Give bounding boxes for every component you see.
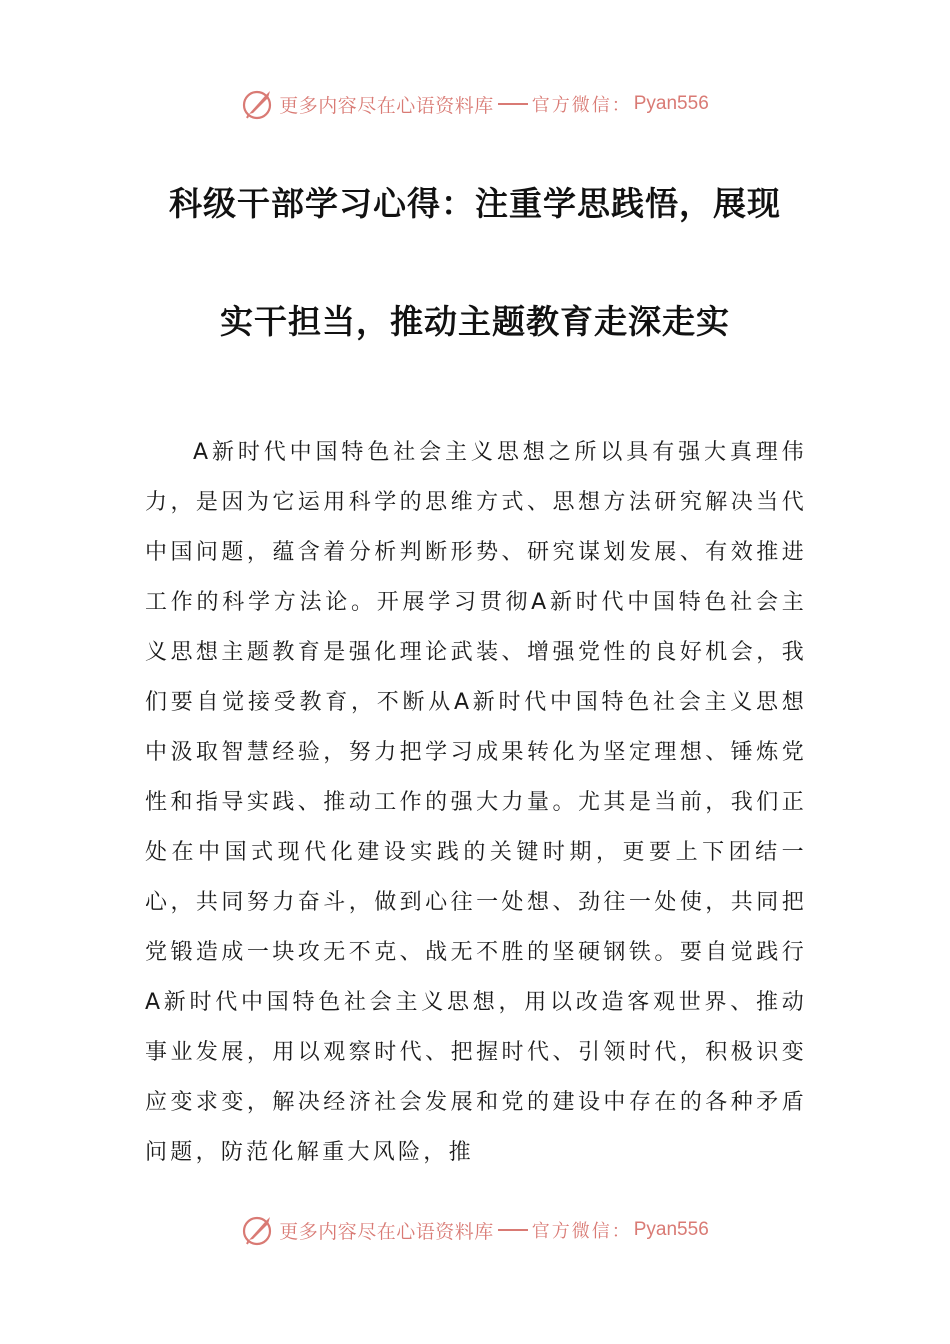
watermark-label: 官方微信： [531,95,632,116]
watermark-dash [498,103,528,105]
header-watermark [0,86,950,122]
watermark-wechat-id: Pyan556 [633,93,709,114]
watermark-text: 更多内容尽在心语资料库 [279,94,494,117]
footer-watermark [0,1212,950,1248]
body-paragraph: A新时代中国特色社会主义思想之所以具有强大真理伟力，是因为它运用科学的思维方式、思想方法研究解决当代中国问题，蕴含着分析判断形势、研究谋划发展、有效推进工作的科学方法论。开展学习贯彻A新时代中国特色社会主义思想主题教育是强化理论武装、增强党性的良好机会，我们要自觉接受教育，不断从A新时代中国特色社会主义思想中汲取智慧经验，努力把学习成果转化为坚定理想、锤炼党性和指导实践、推动工作的强大力量。尤其是当前，我们正处在中国式现代化建设实践的关键时期，更要上下团结一心，共同努力奋斗，做到心往一处想、劲往一处使，共同把党锻造成一块攻无不克、战无不胜的坚硬钢铁。要自觉践行A新时代中国特色社会主义思想，用以改造客观世界、推动事业发展，用以观察时代、把握时代、引领时代，积极识变应变求变，解决经济社会发展和党的建设中存在的各种矛盾问题，防范化解重大风险，推 [145,440,807,1165]
quill-pen-logo-icon [241,87,275,121]
document-title-line-1: 科级干部学习心得：注重学思践悟，展现 [169,184,781,223]
watermark-wechat-id: Pyan556 [633,1219,709,1240]
document-title-line-2: 实干担当，推动主题教育走深走实 [220,302,730,341]
watermark-label: 官方微信： [531,1221,632,1242]
watermark-text: 更多内容尽在心语资料库 [279,1220,494,1243]
quill-pen-logo-icon [241,1213,275,1247]
watermark-dash [498,1229,528,1231]
